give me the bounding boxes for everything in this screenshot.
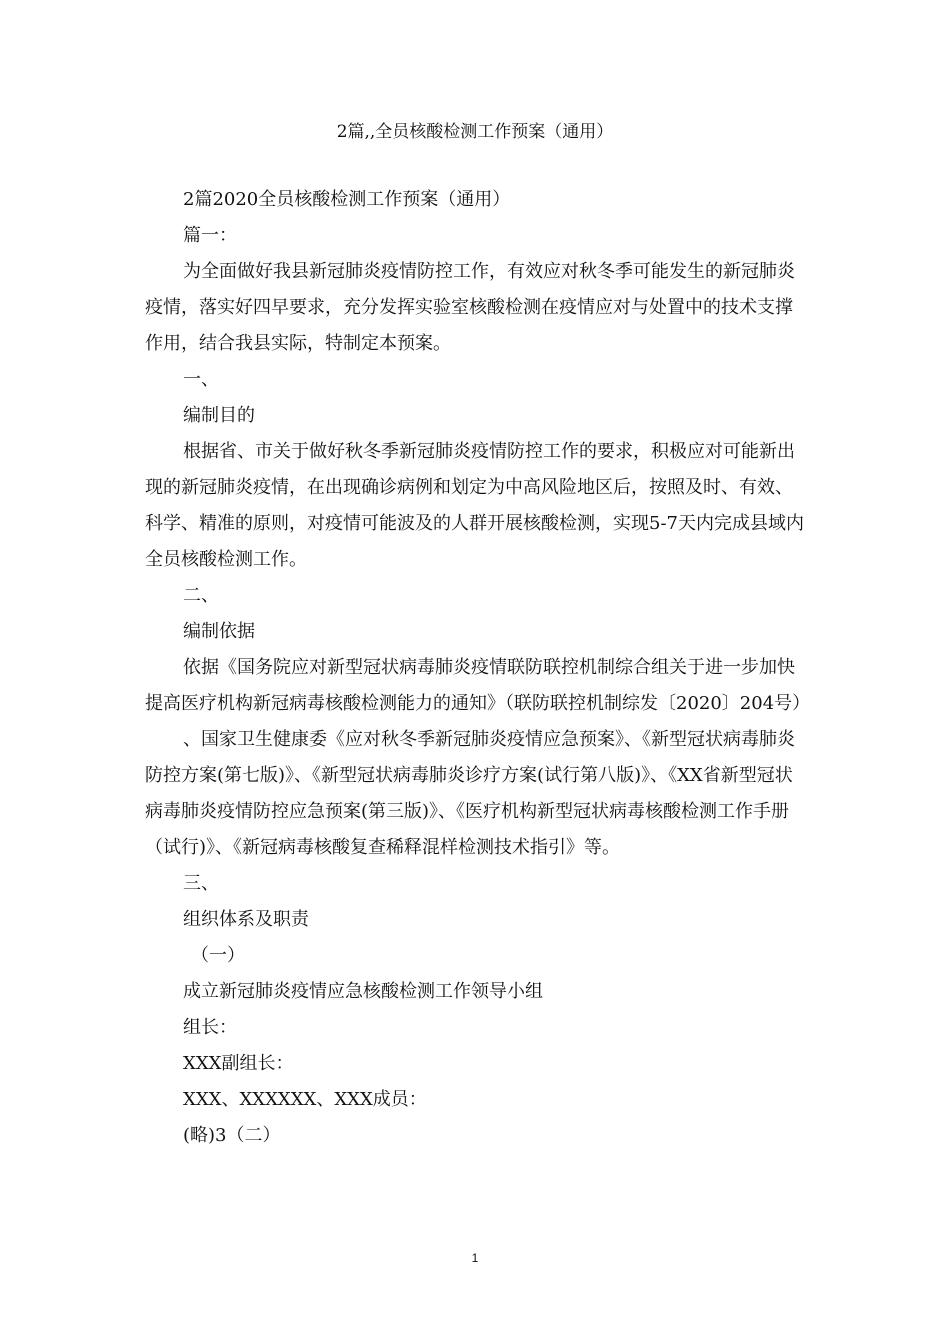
subtitle-paragraph: 2篇2020全员核酸检测工作预案（通用） bbox=[183, 189, 511, 210]
page-number: 1 bbox=[471, 1251, 479, 1265]
group-leader-line: 组长： bbox=[183, 1017, 237, 1038]
section-number-2: 二、 bbox=[183, 585, 219, 606]
basis-paragraph-2: 、国家卫生健康委《应对秋冬季新冠肺炎疫情应急预案》、《新型冠状病毒肺炎防控方案(第七版)》、《新型冠状病毒肺炎诊疗方案(试行第八版)》、《XX省新型冠状病毒肺炎疫情防控应急预案(第三版)》、《医疗机构新型冠状病毒核酸检测工作手册（试行)》、《新冠病毒核酸复查稀释混样检测技术指引》等。 bbox=[145, 729, 795, 858]
document-title: 2篇,,全员核酸检测工作预案（通用） bbox=[336, 122, 614, 142]
section-heading-organization: 组织体系及职责 bbox=[183, 909, 309, 930]
section-heading-basis: 编制依据 bbox=[183, 621, 255, 642]
section-heading-purpose: 编制目的 bbox=[183, 405, 255, 426]
document-body bbox=[145, 182, 810, 1154]
purpose-paragraph: 根据省、市关于做好秋冬季新冠肺炎疫情防控工作的要求，积极应对可能新出现的新冠肺炎疫情，在出现确诊病例和划定为中高风险地区后，按照及时、有效、科学、精准的原则，对疫情可能波及的人群开展核酸检测，实现5-7天内完成县域内全员核酸检测工作。 bbox=[145, 441, 804, 570]
omitted-line: (略)3（二） bbox=[183, 1125, 281, 1146]
basis-paragraph-1: 依据《国务院应对新型冠状病毒肺炎疫情联防联控机制综合组关于进一步加快提高医疗机构新冠病毒核酸检测能力的通知》（联防联控机制综发〔2020〕204号） bbox=[145, 657, 811, 714]
subsection-number-1: （一） bbox=[191, 945, 245, 966]
section-number-3: 三、 bbox=[183, 873, 219, 894]
intro-paragraph: 为全面做好我县新冠肺炎疫情防控工作，有效应对秋冬季可能发生的新冠肺炎疫情，落实好四早要求，充分发挥实验室核酸检测在疫情应对与处置中的技术支撑作用，结合我县实际，特制定本预案。 bbox=[145, 261, 795, 354]
section-label-part-one: 篇一： bbox=[183, 225, 237, 246]
members-line: XXX、XXXXXX、XXX成员： bbox=[183, 1089, 427, 1110]
section-number-1: 一、 bbox=[183, 369, 219, 390]
deputy-leader-line: XXX副组长： bbox=[183, 1053, 294, 1074]
leadership-group-heading: 成立新冠肺炎疫情应急核酸检测工作领导小组 bbox=[183, 981, 543, 1002]
